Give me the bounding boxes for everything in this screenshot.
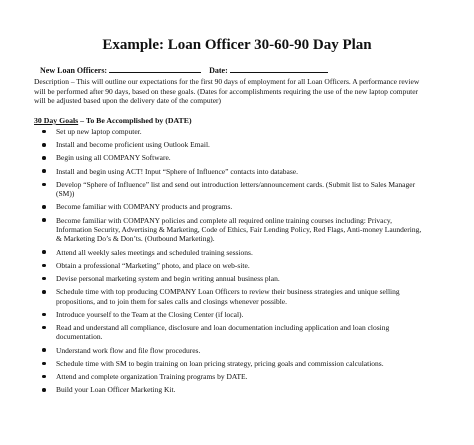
bullet-icon bbox=[42, 264, 46, 268]
bullet-icon bbox=[42, 183, 46, 187]
list-item: Develop “Sphere of Influence” list and send out introduction letters/announcement cards. (Submit list to Sales Manager (SM)) bbox=[42, 180, 422, 199]
list-item: Schedule time with SM to begin training on loan pricing strategy, pricing goals and commission calculations. bbox=[42, 359, 422, 368]
list-item: Understand work flow and file flow procedures. bbox=[42, 346, 422, 355]
list-item: Become familiar with COMPANY policies and complete all required online training courses including: Privacy, Information Security, Advertising & Marketing, Code of Ethics, Fair Lending Policy, Red Flags, Anti-money Laundering, & Marketing Do’s & Don’ts. (Outbound Marketing). bbox=[42, 216, 422, 244]
bullet-icon bbox=[42, 388, 46, 392]
list-item: Become familiar with COMPANY products and programs. bbox=[42, 202, 422, 211]
date-label: Date: bbox=[209, 66, 228, 75]
officers-blank bbox=[109, 64, 201, 73]
list-item: Install and become proficient using Outlook Email. bbox=[42, 140, 422, 149]
bullet-icon bbox=[42, 143, 46, 147]
bullet-icon bbox=[42, 290, 46, 294]
officers-line bbox=[40, 64, 420, 76]
bullet-icon bbox=[42, 250, 46, 254]
list-item: Obtain a professional “Marketing” photo, and place on web-site. bbox=[42, 261, 422, 270]
list-item: Attend and complete organization Training programs by DATE. bbox=[42, 372, 422, 381]
bullet-icon bbox=[42, 218, 46, 222]
goals-heading bbox=[34, 116, 192, 125]
list-item: Install and begin using ACT! Input “Sphere of Influence” contacts into database. bbox=[42, 167, 422, 176]
goals-heading-rest: – To Be Accomplished by (DATE) bbox=[78, 116, 192, 125]
description: Description – This will outline our expectations for the first 90 days of employment for all Loan Officers. A performance review will be performed after 90 days, based on these goals. (Dates for accomplishments requiring the use of the new laptop computer will be adjusted based upon the delivery date of the computer) bbox=[34, 77, 420, 106]
list-item: Devise personal marketing system and begin writing annual business plan. bbox=[42, 274, 422, 283]
bullet-icon bbox=[42, 156, 46, 160]
list-item: Build your Loan Officer Marketing Kit. bbox=[42, 385, 422, 394]
page-title: Example: Loan Officer 30-60-90 Day Plan bbox=[102, 37, 372, 53]
bullet-icon bbox=[42, 130, 46, 134]
bullet-icon bbox=[42, 169, 46, 173]
goals-list bbox=[42, 127, 422, 398]
bullet-icon bbox=[42, 205, 46, 209]
goals-heading-underlined: 30 Day Goals bbox=[34, 116, 79, 125]
list-item: Schedule time with top producing COMPANY Loan Officers to review their business strategies and unique selling propositions, and to join them for sales calls and closings whenever possible. bbox=[42, 287, 422, 306]
bullet-icon bbox=[42, 326, 46, 330]
bullet-icon bbox=[42, 348, 46, 352]
bullet-icon bbox=[42, 375, 46, 379]
bullet-icon bbox=[42, 313, 46, 317]
bullet-icon bbox=[42, 277, 46, 281]
list-item: Introduce yourself to the Team at the Closing Center (if local). bbox=[42, 310, 422, 319]
bullet-icon bbox=[42, 362, 46, 366]
list-item: Attend all weekly sales meetings and scheduled training sessions. bbox=[42, 248, 422, 257]
officers-label: New Loan Officers: bbox=[40, 66, 108, 75]
list-item: Begin using all COMPANY Software. bbox=[42, 153, 422, 162]
date-blank bbox=[230, 64, 328, 73]
list-item: Set up new laptop computer. bbox=[42, 127, 422, 136]
list-item: Read and understand all compliance, disclosure and loan documentation including application and loan closing documentation. bbox=[42, 323, 422, 342]
